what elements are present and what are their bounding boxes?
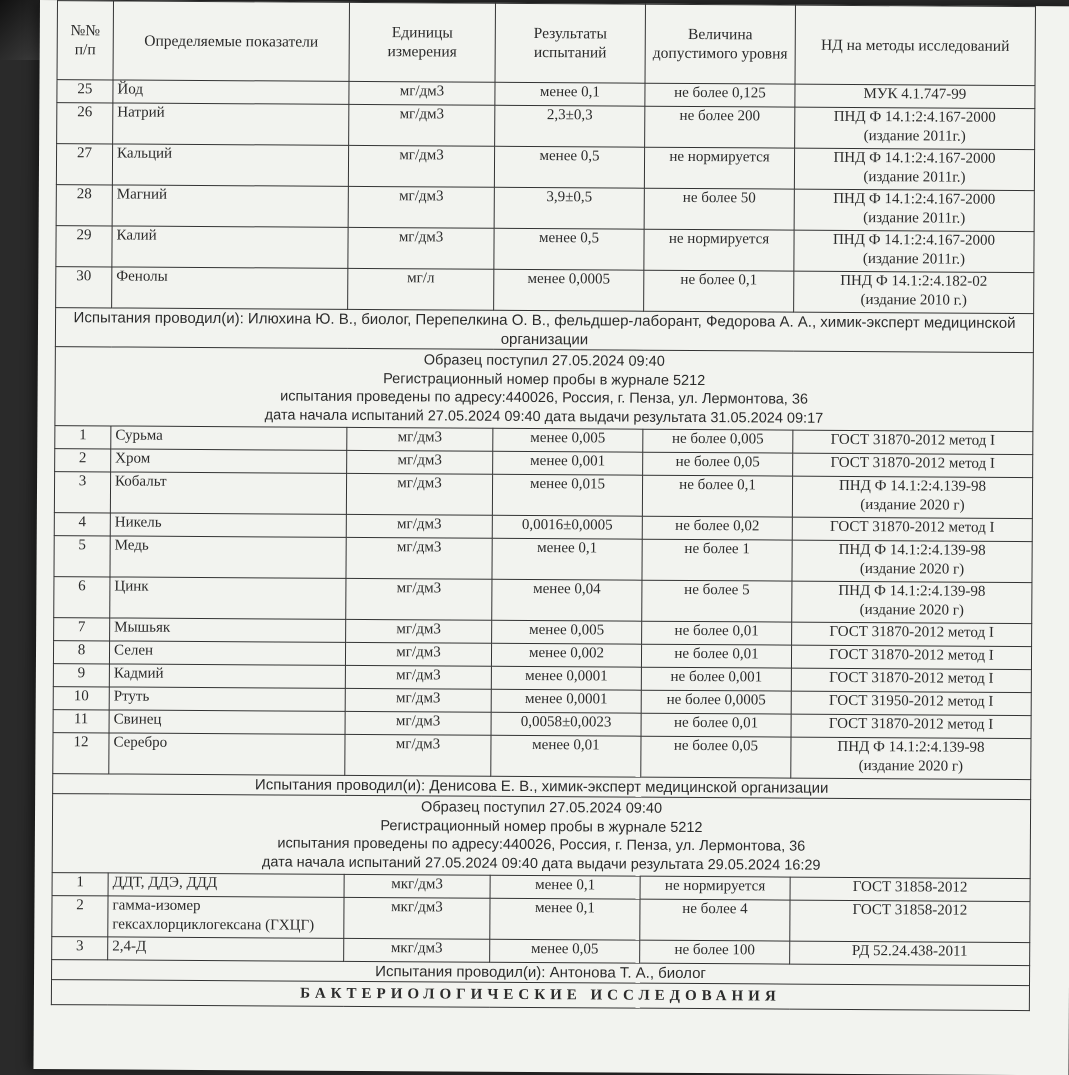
- sample-info-line: Регистрационный номер пробы в журнале 5212: [380, 817, 703, 836]
- limit-cell: не нормируется: [644, 229, 794, 271]
- method-cell: [791, 668, 1031, 692]
- limit-cell: не более 0,01: [641, 644, 791, 668]
- sample-info-line: Регистрационный номер пробы в журнале 5212: [383, 370, 706, 389]
- method-cell: [792, 517, 1032, 541]
- limit-cell: не более 200: [645, 106, 795, 148]
- method-line: ГОСТ 31870-2012 метод I: [830, 454, 995, 472]
- indicator-name: Свинец: [109, 710, 345, 734]
- limit-cell: не более 0,005: [643, 429, 793, 453]
- result-cell: 0,0058±0,0023: [491, 712, 641, 736]
- unit-cell: мг/дм3: [347, 427, 493, 451]
- unit-cell: мг/дм3: [349, 104, 495, 146]
- result-cell: менее 0,01: [491, 735, 641, 777]
- unit-cell: мг/дм3: [348, 145, 494, 187]
- indicator-name: Натрий: [113, 103, 349, 145]
- indicator-name: Кальций: [112, 144, 348, 186]
- row-number: 8: [53, 641, 109, 664]
- indicator-name: 2,4-Д: [108, 937, 344, 961]
- limit-cell: не более 4: [640, 899, 790, 941]
- row-number: 9: [53, 664, 109, 687]
- limit-cell: не более 0,01: [641, 713, 791, 737]
- method-cell: [790, 941, 1030, 965]
- limit-cell: не более 0,125: [645, 83, 795, 107]
- row-number: 11: [53, 710, 109, 733]
- method-cell: [794, 148, 1034, 190]
- result-cell: менее 0,1: [490, 875, 640, 899]
- method-line: ПНД Ф 14.1:2:4.139-98: [838, 541, 986, 559]
- method-cell: [792, 622, 1032, 646]
- unit-cell: мг/дм3: [345, 688, 491, 712]
- limit-cell: не нормируется: [640, 876, 790, 900]
- method-line: ПНД Ф 14.1:2:4.167-2000: [833, 108, 996, 126]
- indicator-name: Магний: [112, 185, 348, 227]
- method-line: ПНД Ф 14.1:2:4.167-2000: [832, 231, 996, 249]
- method-cell: [791, 691, 1031, 715]
- table-header-row: [57, 1, 1035, 86]
- method-line: ГОСТ 31858-2012: [852, 901, 968, 919]
- row-number: 29: [56, 226, 112, 267]
- method-line: (издание 2011г.): [863, 169, 966, 186]
- table-row: [56, 226, 1034, 273]
- unit-cell: мг/дм3: [346, 537, 492, 579]
- method-line: (издание 2010 г.): [860, 292, 967, 309]
- method-line: (издание 2020 г): [859, 602, 964, 619]
- header-result: Результаты испытаний: [495, 3, 645, 83]
- indicator-name: ДДТ, ДДЭ, ДДД: [108, 873, 344, 897]
- indicator-name: Хром: [111, 449, 347, 473]
- limit-cell: не более 5: [642, 580, 792, 622]
- method-line: ГОСТ 31870-2012 метод I: [829, 623, 994, 641]
- method-cell: [793, 430, 1033, 454]
- method-line: ГОСТ 31870-2012 метод I: [829, 646, 994, 664]
- row-number: 10: [53, 687, 109, 710]
- row-number: 6: [54, 577, 110, 618]
- limit-cell: не более 0,05: [643, 452, 793, 476]
- method-line: (издание 2020 г): [858, 758, 964, 775]
- method-line: ГОСТ 31870-2012 метод I: [830, 431, 996, 449]
- sample-info: [55, 347, 1033, 432]
- section-heading-row: [51, 980, 1029, 1011]
- unit-cell: мкг/дм3: [344, 897, 490, 939]
- result-cell: менее 0,015: [492, 474, 642, 516]
- indicator-name: Серебро: [109, 733, 345, 775]
- indicator-name: Цинк: [110, 577, 346, 619]
- header-indicator: Определяемые показатели: [113, 1, 349, 81]
- method-line: (издание 2020 г): [859, 561, 965, 578]
- limit-cell: не более 1: [642, 539, 792, 581]
- result-cell: 0,0016±0,0005: [492, 515, 642, 539]
- indicator-name: Ртуть: [109, 687, 345, 711]
- limit-cell: не более 50: [644, 188, 794, 230]
- method-cell: [792, 476, 1032, 518]
- indicator-name: гамма-изомер гексахлорциклогексана (ГХЦГ): [108, 896, 344, 938]
- table-row: [52, 896, 1030, 943]
- indicator-name: Кадмий: [109, 664, 345, 688]
- tested-by-note: Испытания проводил(и): Илюхина Ю. В., биолог, Перепелкина О. В., фельдшер-лаборант, Федорова А. А., химик-эксперт медицинской организации: [55, 308, 1033, 353]
- method-line: (издание 2011г.): [863, 210, 966, 227]
- sample-info: [52, 794, 1030, 879]
- tested-by-note: Испытания проводил(и): Антонова Т. А., биолог: [52, 960, 1030, 986]
- method-line: ПНД Ф 14.1:2:4.182-02: [840, 272, 988, 290]
- limit-cell: не нормируется: [644, 147, 794, 189]
- indicator-name: Селен: [109, 641, 345, 665]
- sample-info-row: [52, 794, 1030, 879]
- result-cell: менее 0,005: [492, 620, 642, 644]
- unit-cell: мг/дм3: [345, 642, 491, 666]
- row-number: 2: [55, 449, 111, 472]
- result-cell: менее 0,04: [492, 579, 642, 621]
- method-line: ПНД Ф 14.1:2:4.167-2000: [833, 190, 996, 208]
- table-row: [53, 733, 1031, 780]
- method-cell: [792, 581, 1032, 623]
- table-body: [51, 80, 1035, 1011]
- result-cell: менее 0,001: [493, 451, 643, 475]
- limit-cell: не более 0,0005: [641, 690, 791, 714]
- result-cell: менее 0,5: [494, 228, 644, 270]
- table-row: [54, 472, 1032, 519]
- unit-cell: мг/дм3: [345, 711, 491, 735]
- tested-by-row: [55, 308, 1033, 353]
- indicator-name: Йод: [113, 80, 349, 104]
- method-line: ПНД Ф 14.1:2:4.139-98: [838, 477, 987, 495]
- result-cell: менее 0,005: [493, 428, 643, 452]
- table-row: [56, 144, 1034, 191]
- sample-info-line: дата начала испытаний 27.05.2024 09:40 дата выдачи результата 29.05.2024 16:29: [261, 853, 821, 874]
- sample-info-row: [55, 347, 1033, 432]
- unit-cell: мг/дм3: [348, 186, 494, 228]
- header-unit: Единицы измерения: [349, 2, 495, 82]
- row-number: 4: [54, 513, 110, 536]
- method-line: РД 52.24.438-2011: [851, 942, 968, 960]
- sample-info-line: Образец поступил 27.05.2024 09:40: [423, 352, 665, 370]
- table-row: [54, 536, 1032, 583]
- method-line: ПНД Ф 14.1:2:4.139-98: [837, 738, 985, 756]
- header-limit: Величина допустимого уровня: [645, 4, 795, 84]
- unit-cell: мг/л: [348, 268, 494, 310]
- method-cell: [790, 900, 1030, 942]
- method-line: МУК 4.1.747-99: [863, 86, 967, 103]
- result-cell: менее 0,1: [495, 82, 645, 106]
- row-number: 3: [52, 937, 108, 960]
- table-row: [56, 185, 1034, 232]
- section-heading: БАКТЕРИОЛОГИЧЕСКИЕ ИССЛЕДОВАНИЯ: [51, 980, 1029, 1011]
- method-cell: [795, 107, 1035, 149]
- table-row: [57, 103, 1035, 150]
- row-number: 3: [54, 472, 110, 513]
- result-cell: менее 0,0005: [494, 269, 644, 311]
- result-cell: 2,3±0,3: [495, 105, 645, 147]
- method-cell: [790, 877, 1030, 901]
- method-line: ГОСТ 31858-2012: [852, 878, 968, 896]
- row-number: 7: [54, 618, 110, 641]
- indicator-name: Калий: [112, 226, 348, 268]
- row-number: 25: [57, 80, 113, 103]
- indicator-name: Никель: [110, 513, 346, 537]
- indicator-name: Фенолы: [112, 267, 348, 309]
- result-cell: менее 0,0001: [491, 689, 641, 713]
- result-cell: 3,9±0,5: [494, 187, 644, 229]
- row-number: 5: [54, 536, 110, 577]
- method-line: ПНД Ф 14.1:2:4.139-98: [838, 582, 986, 600]
- row-number: 28: [56, 185, 112, 226]
- result-cell: менее 0,1: [492, 538, 642, 580]
- header-method: НД на методы исследований: [795, 5, 1035, 85]
- row-number: 2: [52, 896, 108, 937]
- method-line: ГОСТ 31870-2012 метод I: [828, 715, 994, 733]
- unit-cell: мкг/дм3: [344, 938, 490, 962]
- unit-cell: мкг/дм3: [344, 874, 490, 898]
- method-cell: [791, 737, 1031, 779]
- indicator-name: Кобальт: [110, 472, 346, 514]
- result-cell: менее 0,1: [490, 898, 640, 940]
- row-number: 30: [56, 267, 112, 308]
- header-num: №№ п/п: [57, 1, 113, 80]
- method-cell: [794, 189, 1034, 231]
- method-line: (издание 2011г.): [863, 128, 966, 145]
- limit-cell: не более 0,02: [642, 516, 792, 540]
- indicator-name: Сурьма: [111, 426, 347, 450]
- row-number: 27: [56, 144, 112, 185]
- limit-cell: не более 0,1: [642, 475, 792, 517]
- method-cell: [792, 540, 1032, 582]
- sample-info-line: испытания проведены по адресу:440026, Россия, г. Пенза, ул. Лермонтова, 36: [277, 835, 806, 855]
- row-number: 1: [55, 426, 111, 449]
- method-cell: [794, 271, 1034, 313]
- method-line: (издание 2011г.): [862, 251, 966, 268]
- method-cell: [791, 645, 1031, 669]
- result-cell: менее 0,0001: [491, 666, 641, 690]
- limit-cell: не более 0,01: [642, 621, 792, 645]
- document-page: [33, 0, 1069, 1075]
- results-table: [51, 0, 1036, 1011]
- result-cell: менее 0,002: [491, 643, 641, 667]
- table-row: [54, 577, 1032, 624]
- sample-info-line: испытания проведены по адресу:440026, Россия, г. Пенза, ул. Лермонтова, 36: [280, 388, 809, 408]
- indicator-name: Медь: [110, 536, 346, 578]
- limit-cell: не более 0,001: [641, 667, 791, 691]
- method-cell: [794, 230, 1034, 272]
- limit-cell: не более 0,05: [641, 736, 791, 778]
- method-line: ГОСТ 31870-2012 метод I: [830, 518, 995, 536]
- method-line: (издание 2020 г): [860, 497, 965, 514]
- unit-cell: мг/дм3: [346, 473, 492, 515]
- result-cell: менее 0,5: [494, 146, 644, 188]
- tested-by-note: Испытания проводил(и): Денисова Е. В., химик-эксперт медицинской организации: [53, 774, 1031, 800]
- limit-cell: не более 100: [640, 940, 790, 964]
- row-number: 1: [52, 873, 108, 896]
- table-row: [56, 267, 1034, 314]
- method-line: ПНД Ф 14.1:2:4.167-2000: [833, 149, 996, 167]
- unit-cell: мг/дм3: [346, 578, 492, 620]
- result-cell: менее 0,05: [490, 939, 640, 963]
- sample-info-line: дата начала испытаний 27.05.2024 09:40 дата выдачи результата 31.05.2024 09:17: [264, 406, 824, 427]
- method-cell: [791, 714, 1031, 738]
- unit-cell: мг/дм3: [346, 619, 492, 643]
- unit-cell: мг/дм3: [348, 227, 494, 269]
- indicator-name: Мышьяк: [110, 618, 346, 642]
- unit-cell: мг/дм3: [345, 734, 491, 776]
- method-line: ГОСТ 31950-2012 метод I: [828, 692, 994, 710]
- limit-cell: не более 0,1: [644, 270, 794, 312]
- method-cell: [793, 453, 1033, 477]
- method-cell: [795, 84, 1035, 108]
- row-number: 26: [57, 103, 113, 144]
- unit-cell: мг/дм3: [347, 450, 493, 474]
- unit-cell: мг/дм3: [345, 665, 491, 689]
- method-line: ГОСТ 31870-2012 метод I: [829, 669, 994, 687]
- unit-cell: мг/дм3: [349, 81, 495, 105]
- sample-info-line: Образец поступил 27.05.2024 09:40: [421, 799, 663, 817]
- unit-cell: мг/дм3: [346, 514, 492, 538]
- row-number: 12: [53, 733, 109, 774]
